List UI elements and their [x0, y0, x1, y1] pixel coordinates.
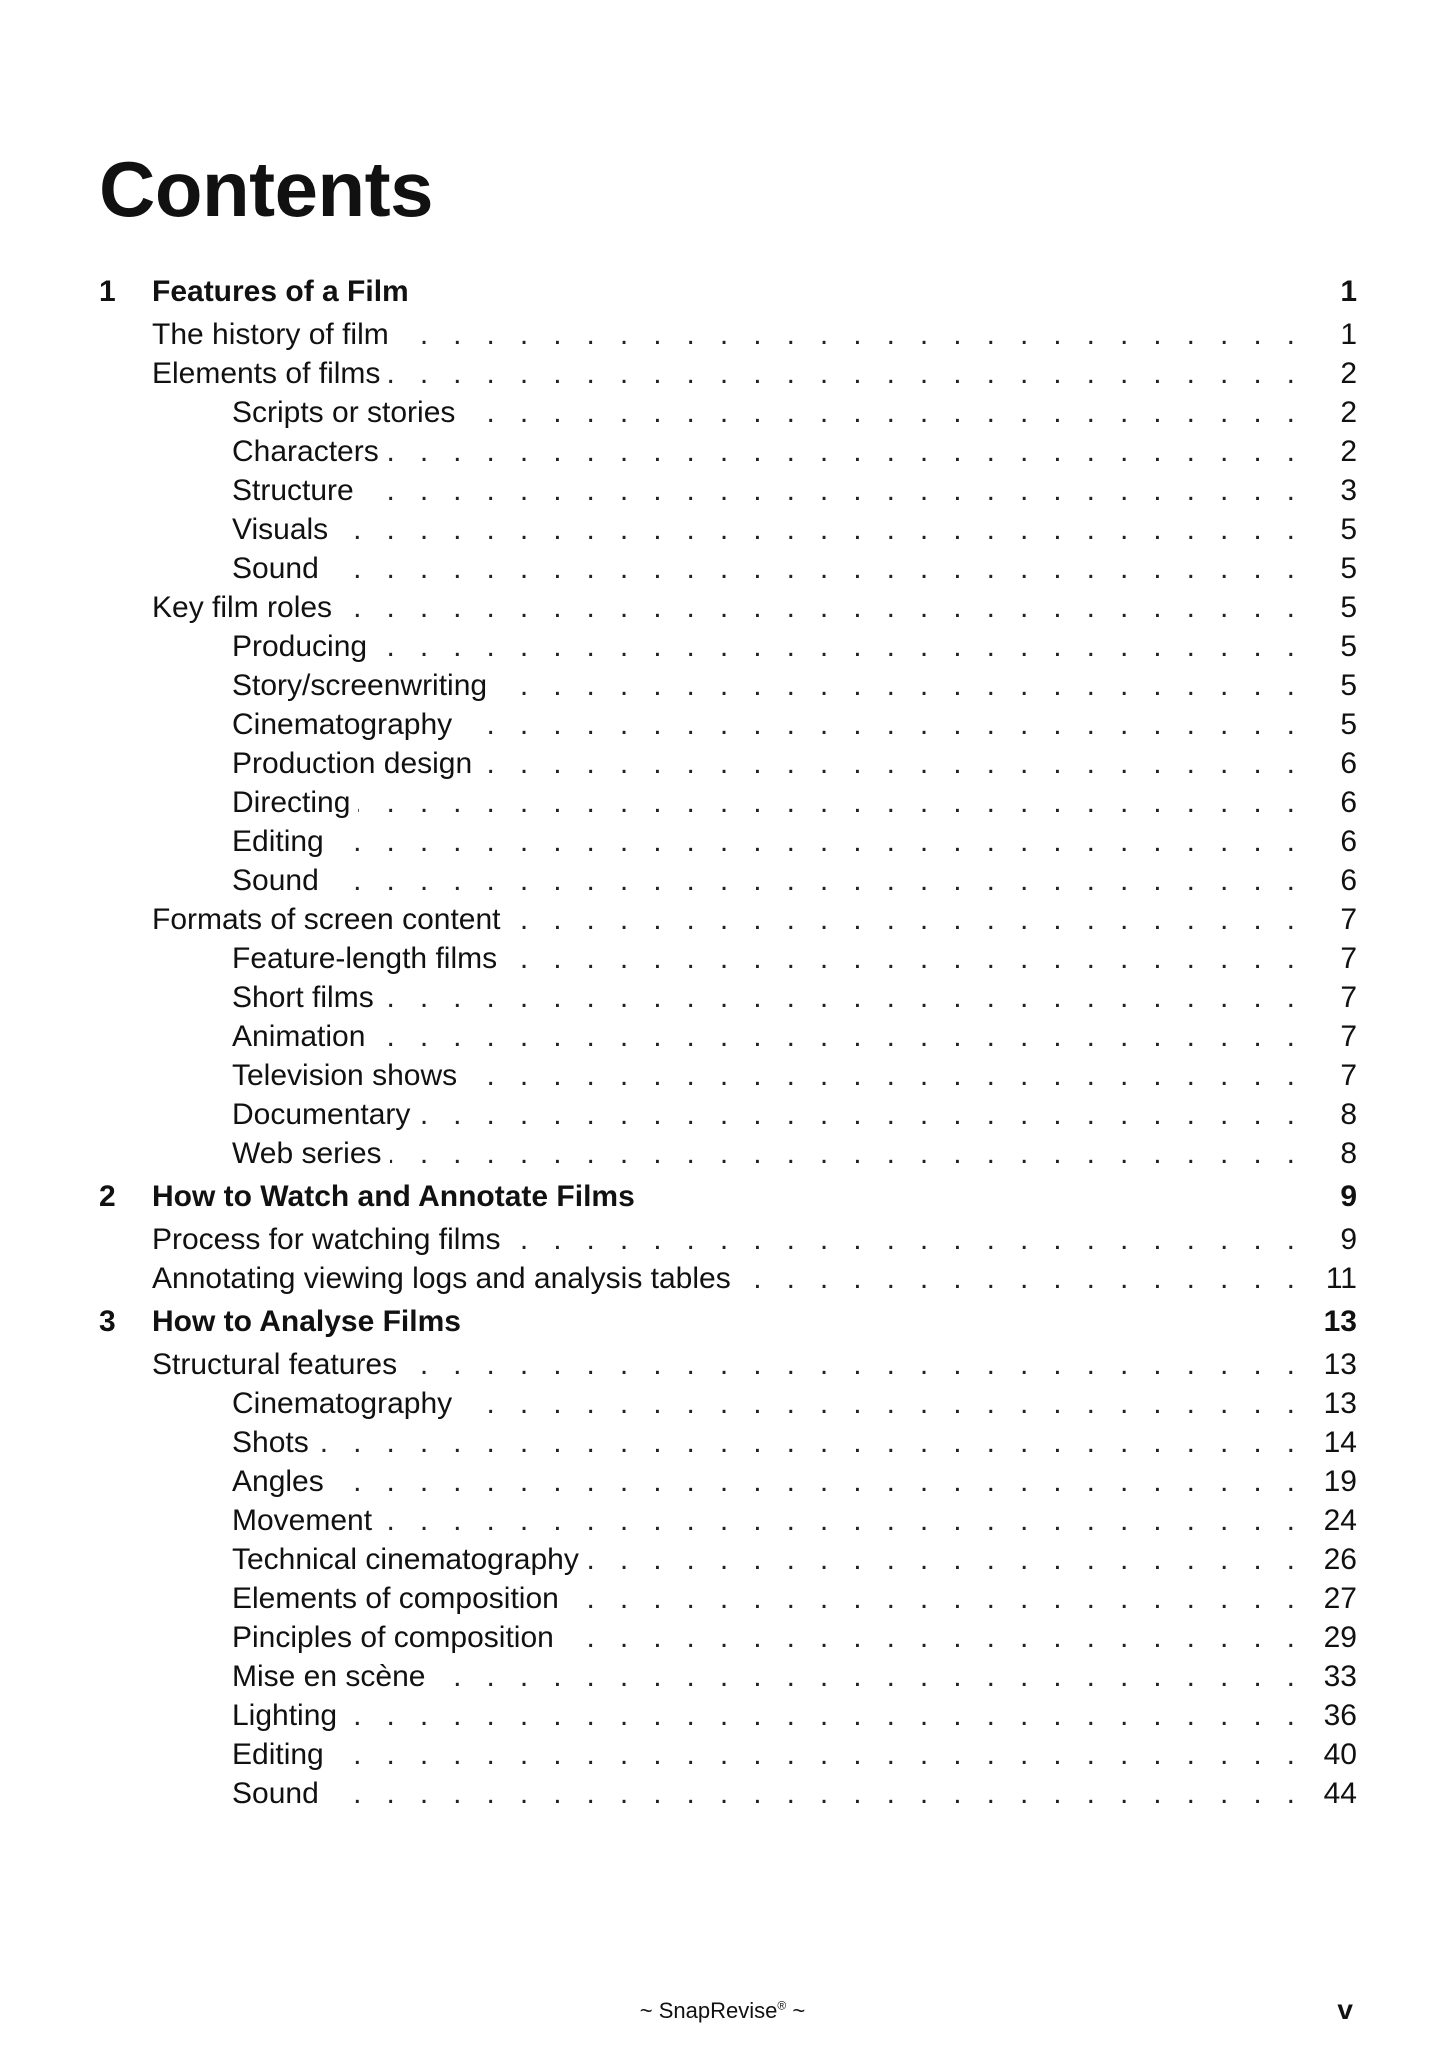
toc-page-number: 7 — [1297, 1017, 1357, 1056]
footer-brand — [0, 1998, 1445, 2024]
toc-entry[interactable] — [99, 744, 1357, 783]
toc-page-number: 5 — [1297, 510, 1357, 549]
toc-entry[interactable] — [99, 510, 1357, 549]
toc-entry-title[interactable]: Sound — [232, 549, 327, 588]
toc-entry-title[interactable]: Production design — [232, 744, 480, 783]
toc-entry-title[interactable]: Features of a Film — [152, 268, 417, 315]
toc-entry[interactable] — [99, 939, 1357, 978]
toc-entry[interactable] — [99, 822, 1357, 861]
toc-page-number: 2 — [1297, 432, 1357, 471]
toc-entry[interactable] — [99, 1501, 1357, 1540]
toc-page-number: 40 — [1297, 1735, 1357, 1774]
toc-page-number: 7 — [1297, 939, 1357, 978]
toc-entry[interactable] — [99, 1384, 1357, 1423]
toc-entry-title[interactable]: Editing — [232, 822, 332, 861]
toc-entry[interactable] — [99, 1618, 1357, 1657]
toc-entry-title[interactable]: Process for watching films — [152, 1220, 508, 1259]
toc-entry[interactable] — [99, 1095, 1357, 1134]
toc-chapter-entry[interactable] — [99, 1173, 1357, 1220]
toc-chapter-entry[interactable] — [99, 1298, 1357, 1345]
toc-entry[interactable] — [99, 705, 1357, 744]
toc-entry-title[interactable]: Technical cinematography — [232, 1540, 587, 1579]
toc-entry[interactable] — [99, 978, 1357, 1017]
toc-entry[interactable] — [99, 900, 1357, 939]
toc-page-number: 8 — [1297, 1095, 1357, 1134]
toc-page-number: 6 — [1297, 783, 1357, 822]
toc-entry-title[interactable]: Cinematography — [232, 705, 460, 744]
toc-entry-title[interactable]: Sound — [232, 861, 327, 900]
dot-leader — [239, 861, 1295, 900]
toc-entry-title[interactable]: Scripts or stories — [232, 393, 463, 432]
toc-entry-title[interactable]: Web series — [232, 1134, 390, 1173]
footer-tilde-left: ~ — [639, 1998, 659, 2023]
dot-leader — [239, 978, 1295, 1017]
toc-page-number: 2 — [1297, 393, 1357, 432]
toc-page-number: 24 — [1297, 1501, 1357, 1540]
toc-entry-title[interactable]: Animation — [232, 1017, 373, 1056]
chapter-number: 1 — [99, 275, 116, 308]
toc-page-number: 6 — [1297, 861, 1357, 900]
dot-leader — [239, 1423, 1295, 1462]
footer-tilde-right: ~ — [786, 1998, 806, 2023]
toc-page-number: 11 — [1297, 1259, 1357, 1298]
toc-entry[interactable] — [99, 549, 1357, 588]
chapter-number: 2 — [99, 1180, 116, 1213]
toc-page-number: 3 — [1297, 471, 1357, 510]
toc-page-number: 5 — [1297, 705, 1357, 744]
toc-page-number: 29 — [1297, 1618, 1357, 1657]
toc-entry-title[interactable]: Pinciples of composition — [232, 1618, 562, 1657]
toc-entry-title[interactable]: Structure — [232, 471, 362, 510]
toc-page-number: 19 — [1297, 1462, 1357, 1501]
toc-entry[interactable] — [99, 432, 1357, 471]
dot-leader — [239, 432, 1295, 471]
toc-entry-title[interactable]: Television shows — [232, 1056, 465, 1095]
toc-page-number: 7 — [1297, 978, 1357, 1017]
dot-leader — [239, 822, 1295, 861]
toc-entry-title[interactable]: Structural features — [152, 1345, 405, 1384]
toc-entry[interactable] — [99, 1134, 1357, 1173]
toc-entry-title[interactable]: Producing — [232, 627, 375, 666]
dot-leader — [239, 783, 1295, 822]
toc-entry-title[interactable]: Cinematography — [232, 1384, 460, 1423]
toc-page-number: 8 — [1297, 1134, 1357, 1173]
toc-page-number: 33 — [1297, 1657, 1357, 1696]
table-of-contents — [99, 268, 1357, 1813]
toc-page-number: 36 — [1297, 1696, 1357, 1735]
toc-entry[interactable] — [99, 588, 1357, 627]
toc-entry[interactable] — [99, 627, 1357, 666]
toc-page-number: 13 — [1297, 1384, 1357, 1423]
toc-entry[interactable] — [99, 1657, 1357, 1696]
dot-leader — [239, 1462, 1295, 1501]
toc-entry-title[interactable]: Directing — [232, 783, 358, 822]
dot-leader — [239, 1696, 1295, 1735]
toc-entry-title[interactable]: How to Watch and Annotate Films — [152, 1173, 643, 1220]
toc-entry[interactable] — [99, 1696, 1357, 1735]
toc-entry-title[interactable]: Shots — [232, 1423, 317, 1462]
toc-entry-title[interactable]: Sound — [232, 1774, 327, 1813]
toc-page-number: 5 — [1297, 588, 1357, 627]
toc-entry[interactable] — [99, 1540, 1357, 1579]
toc-page-number: 9 — [1297, 1173, 1357, 1220]
toc-page-number: 1 — [1297, 268, 1357, 315]
dot-leader — [239, 1134, 1295, 1173]
dot-leader — [239, 549, 1295, 588]
toc-entry-title[interactable]: Visuals — [232, 510, 336, 549]
toc-page-number: 5 — [1297, 549, 1357, 588]
toc-entry-title[interactable]: Movement — [232, 1501, 380, 1540]
toc-page-number: 2 — [1297, 354, 1357, 393]
toc-page-number: 26 — [1297, 1540, 1357, 1579]
toc-page-number: 5 — [1297, 627, 1357, 666]
chapter-number: 3 — [99, 1305, 116, 1338]
toc-page-number: 13 — [1297, 1298, 1357, 1345]
toc-entry[interactable] — [99, 1220, 1357, 1259]
toc-entry[interactable] — [99, 1056, 1357, 1095]
dot-leader — [239, 510, 1295, 549]
toc-entry-title[interactable]: The history of film — [152, 315, 397, 354]
toc-page-number: 5 — [1297, 666, 1357, 705]
toc-entry[interactable] — [99, 315, 1357, 354]
toc-entry[interactable] — [99, 471, 1357, 510]
toc-page-number: 7 — [1297, 1056, 1357, 1095]
registered-mark: ® — [777, 1998, 787, 2013]
toc-page-number: 44 — [1297, 1774, 1357, 1813]
toc-entry[interactable] — [99, 393, 1357, 432]
toc-page-number: 14 — [1297, 1423, 1357, 1462]
toc-entry-title[interactable]: Documentary — [232, 1095, 418, 1134]
toc-entry[interactable] — [99, 1462, 1357, 1501]
toc-entry[interactable] — [99, 1345, 1357, 1384]
toc-page-number: 13 — [1297, 1345, 1357, 1384]
toc-entry-title[interactable]: Formats of screen content — [152, 900, 509, 939]
toc-entry-title[interactable]: Editing — [232, 1735, 332, 1774]
toc-chapter-entry[interactable] — [99, 268, 1357, 315]
dot-leader — [239, 471, 1295, 510]
toc-entry-title[interactable]: Elements of films — [152, 354, 388, 393]
dot-leader — [239, 1735, 1295, 1774]
dot-leader — [239, 1501, 1295, 1540]
toc-page-number: 6 — [1297, 822, 1357, 861]
toc-entry-title[interactable]: Characters — [232, 432, 387, 471]
toc-entry[interactable] — [99, 1017, 1357, 1056]
toc-entry-title[interactable]: How to Analyse Films — [152, 1298, 469, 1345]
toc-entry[interactable] — [99, 1259, 1357, 1298]
toc-entry-title[interactable]: Short films — [232, 978, 382, 1017]
dot-leader — [239, 1017, 1295, 1056]
toc-entry-title[interactable]: Elements of composition — [232, 1579, 567, 1618]
toc-entry-title[interactable]: Mise en scène — [232, 1657, 433, 1696]
toc-page-number: 9 — [1297, 1220, 1357, 1259]
toc-entry[interactable] — [99, 1579, 1357, 1618]
toc-page-number: 6 — [1297, 744, 1357, 783]
footer-page-number: v — [1337, 1994, 1353, 2025]
toc-entry[interactable] — [99, 354, 1357, 393]
toc-entry-title[interactable]: Story/screenwriting — [232, 666, 495, 705]
toc-entry[interactable] — [99, 1735, 1357, 1774]
dot-leader — [239, 1774, 1295, 1813]
toc-entry[interactable] — [99, 1423, 1357, 1462]
toc-entry[interactable] — [99, 666, 1357, 705]
toc-page-number: 7 — [1297, 900, 1357, 939]
toc-page-number: 27 — [1297, 1579, 1357, 1618]
toc-entry[interactable] — [99, 861, 1357, 900]
toc-entry[interactable] — [99, 783, 1357, 822]
toc-entry-title[interactable]: Lighting — [232, 1696, 345, 1735]
toc-entry-title[interactable]: Key film roles — [152, 588, 340, 627]
footer-brand-name: SnapRevise — [658, 1998, 778, 2023]
toc-page-number: 1 — [1297, 315, 1357, 354]
toc-entry-title[interactable]: Annotating viewing logs and analysis tables — [152, 1259, 739, 1298]
toc-entry-title[interactable]: Angles — [232, 1462, 332, 1501]
dot-leader — [239, 627, 1295, 666]
toc-entry[interactable] — [99, 1774, 1357, 1813]
page-title: Contents — [99, 145, 433, 233]
toc-entry-title[interactable]: Feature-length films — [232, 939, 505, 978]
